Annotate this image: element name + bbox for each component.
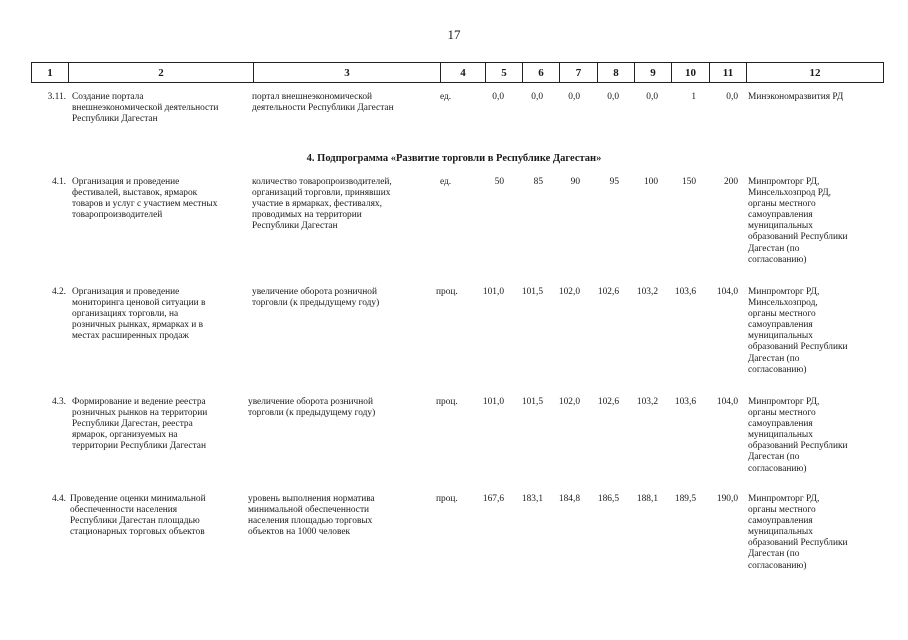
value-year-5: 0,0 — [646, 92, 658, 102]
value-year-2: 183,1 — [521, 494, 543, 504]
value-year-3: 184,8 — [558, 494, 580, 504]
unit-text: ед. — [440, 177, 452, 187]
measure-text: Проведение оценки минимальной обеспеченности населения Республики Дагестан площадью стационарных торговых объектов — [70, 494, 206, 538]
value-year-3: 102,0 — [558, 397, 580, 407]
column-number: 9 — [635, 63, 672, 83]
value-year-5: 103,2 — [636, 397, 658, 407]
row-number: 4.1. — [51, 177, 66, 187]
column-number: 1 — [32, 63, 69, 83]
row-number: 4.2. — [51, 287, 66, 297]
value-year-7: 200 — [723, 177, 738, 187]
value-year-1: 50 — [494, 177, 504, 187]
value-year-3: 0,0 — [568, 92, 580, 102]
value-year-6: 150 — [681, 177, 696, 187]
value-year-4: 102,6 — [597, 397, 619, 407]
measure-text: Формирование и ведение реестра розничных рынков на территории Республики Дагестан, реестра ярмарок, организуемых на территории Республики Дагестан — [72, 397, 208, 452]
measure-text: Создание портала внешнеэкономической деятельности Республики Дагестан — [72, 92, 219, 125]
unit-text: проц. — [436, 397, 458, 407]
measure-text: Организация и проведение мониторинга ценовой ситуации в организациях торговли, на розничных рынках, ярмарках и в местах расширенных продаж — [72, 287, 206, 342]
unit-text: ед. — [440, 92, 452, 102]
section-title: 4. Подпрограмма «Развитие торговли в Республике Дагестан» — [306, 153, 602, 164]
value-year-7: 104,0 — [716, 287, 738, 297]
row-number: 4.3. — [51, 397, 66, 407]
executor-text: Минпромторг РД, органы местного самоуправления муниципальных образований Республики Дагестан (по согласованию) — [748, 397, 848, 474]
value-year-5: 100 — [643, 177, 658, 187]
value-year-1: 101,0 — [482, 397, 504, 407]
executor-text: Минэкономразвития РД — [748, 92, 844, 102]
value-year-2: 101,5 — [521, 287, 543, 297]
value-year-5: 103,2 — [636, 287, 658, 297]
column-number: 8 — [598, 63, 635, 83]
value-year-4: 186,5 — [597, 494, 619, 504]
column-header-row — [31, 62, 884, 83]
value-year-2: 85 — [533, 177, 543, 187]
indicator-text: увеличение оборота розничной торговли (к предыдущему году) — [248, 397, 376, 419]
column-number: 10 — [672, 63, 710, 83]
value-year-6: 189,5 — [674, 494, 696, 504]
value-year-2: 0,0 — [531, 92, 543, 102]
column-number: 3 — [254, 63, 441, 83]
value-year-7: 0,0 — [726, 92, 738, 102]
value-year-6: 103,6 — [674, 397, 696, 407]
column-number: 2 — [69, 63, 254, 83]
value-year-5: 188,1 — [636, 494, 658, 504]
column-number: 4 — [441, 63, 486, 83]
value-year-6: 1 — [691, 92, 696, 102]
column-number: 12 — [747, 63, 884, 83]
value-year-1: 0,0 — [492, 92, 504, 102]
value-year-4: 102,6 — [597, 287, 619, 297]
executor-text: Минпромторг РД, Минсельхозпрод, органы местного самоуправления муниципальных образований Республики Дагестан (по согласованию) — [748, 287, 848, 375]
value-year-2: 101,5 — [521, 397, 543, 407]
page-number: 17 — [447, 27, 461, 42]
unit-text: проц. — [436, 494, 458, 504]
unit-text: проц. — [436, 287, 458, 297]
value-year-6: 103,6 — [674, 287, 696, 297]
value-year-7: 190,0 — [716, 494, 738, 504]
column-number: 7 — [560, 63, 598, 83]
indicator-text: количество товаропроизводителей, организаций торговли, принявших участие в ярмарках, фестивалях, проводимых на территории Республики Дагестан — [252, 177, 392, 232]
value-year-1: 167,6 — [482, 494, 504, 504]
indicator-text: портал внешнеэкономической деятельности Республики Дагестан — [252, 92, 394, 114]
executor-text: Минпромторг РД, Минсельхозпрод РД, органы местного самоуправления муниципальных образований Республики Дагестан (по согласованию) — [748, 177, 848, 265]
value-year-7: 104,0 — [716, 397, 738, 407]
value-year-3: 102,0 — [558, 287, 580, 297]
value-year-4: 0,0 — [607, 92, 619, 102]
value-year-3: 90 — [570, 177, 580, 187]
indicator-text: уровень выполнения норматива минимальной обеспеченности населения площадью торговых объектов на 1000 человек — [248, 494, 375, 538]
measure-text: Организация и проведение фестивалей, выставок, ярмарок товаров и услуг с участием местных товаропроизводителей — [72, 177, 218, 221]
column-number: 5 — [486, 63, 523, 83]
row-number: 3.11. — [47, 92, 66, 102]
value-year-4: 95 — [609, 177, 619, 187]
executor-text: Минпромторг РД, органы местного самоуправления муниципальных образований Республики Дагестан (по согласованию) — [748, 494, 848, 571]
indicator-text: увеличение оборота розничной торговли (к предыдущему году) — [252, 287, 380, 309]
column-number: 6 — [523, 63, 560, 83]
row-number: 4.4. — [51, 494, 66, 504]
column-number: 11 — [710, 63, 747, 83]
value-year-1: 101,0 — [482, 287, 504, 297]
